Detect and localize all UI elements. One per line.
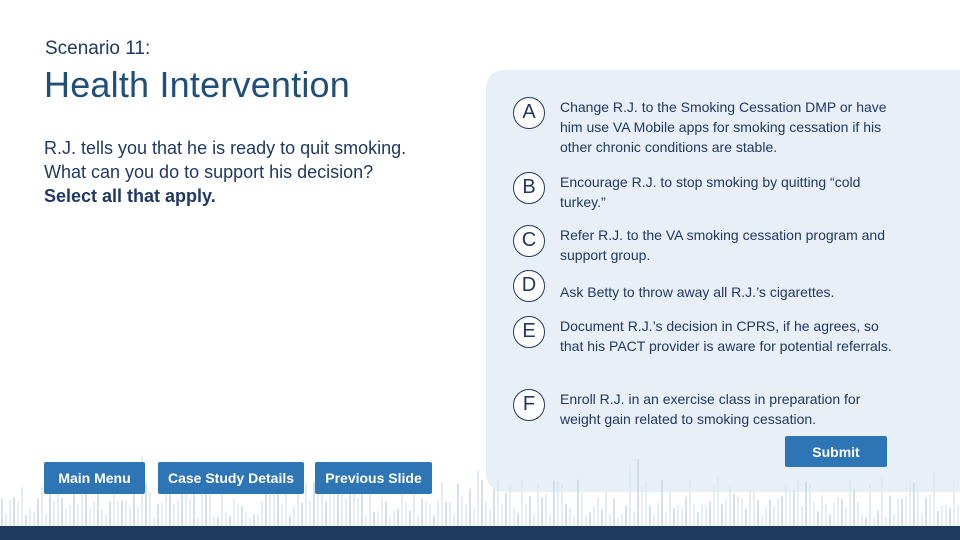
submit-button[interactable]: Submit	[785, 436, 887, 467]
scenario-label: Scenario 11:	[45, 38, 151, 59]
question-text: R.J. tells you that he is ready to quit smoking. What can you do to support his decision?	[44, 138, 407, 182]
option-letter[interactable]: A	[513, 97, 545, 129]
option-text: Ask Betty to throw away all R.J.’s cigarettes.	[560, 284, 835, 300]
footer-bar	[0, 526, 960, 540]
option-letter[interactable]: F	[513, 389, 545, 421]
option-text: Enroll R.J. in an exercise class in preparation for weight gain related to smoking cessation.	[560, 391, 861, 427]
question-prompt	[44, 136, 444, 208]
option-letter[interactable]: E	[513, 316, 545, 348]
option-text: Document R.J.’s decision in CPRS, if he agrees, so that his PACT provider is aware for potential referrals.	[560, 318, 892, 354]
case-study-details-button[interactable]: Case Study Details	[158, 462, 304, 494]
option-letter[interactable]: B	[513, 172, 545, 204]
previous-slide-button[interactable]: Previous Slide	[315, 462, 432, 494]
option-letter[interactable]: C	[513, 225, 545, 257]
question-instruction: Select all that apply.	[44, 186, 216, 206]
option-text: Change R.J. to the Smoking Cessation DMP or have him use VA Mobile apps for smoking cessation if his other chronic conditions are stable.	[560, 99, 887, 155]
main-menu-button[interactable]: Main Menu	[44, 462, 145, 494]
option-letter[interactable]: D	[513, 270, 545, 302]
page-title: Health Intervention	[44, 64, 350, 105]
option-text: Encourage R.J. to stop smoking by quitting “cold turkey.”	[560, 174, 861, 210]
option-text: Refer R.J. to the VA smoking cessation program and support group.	[560, 227, 886, 263]
